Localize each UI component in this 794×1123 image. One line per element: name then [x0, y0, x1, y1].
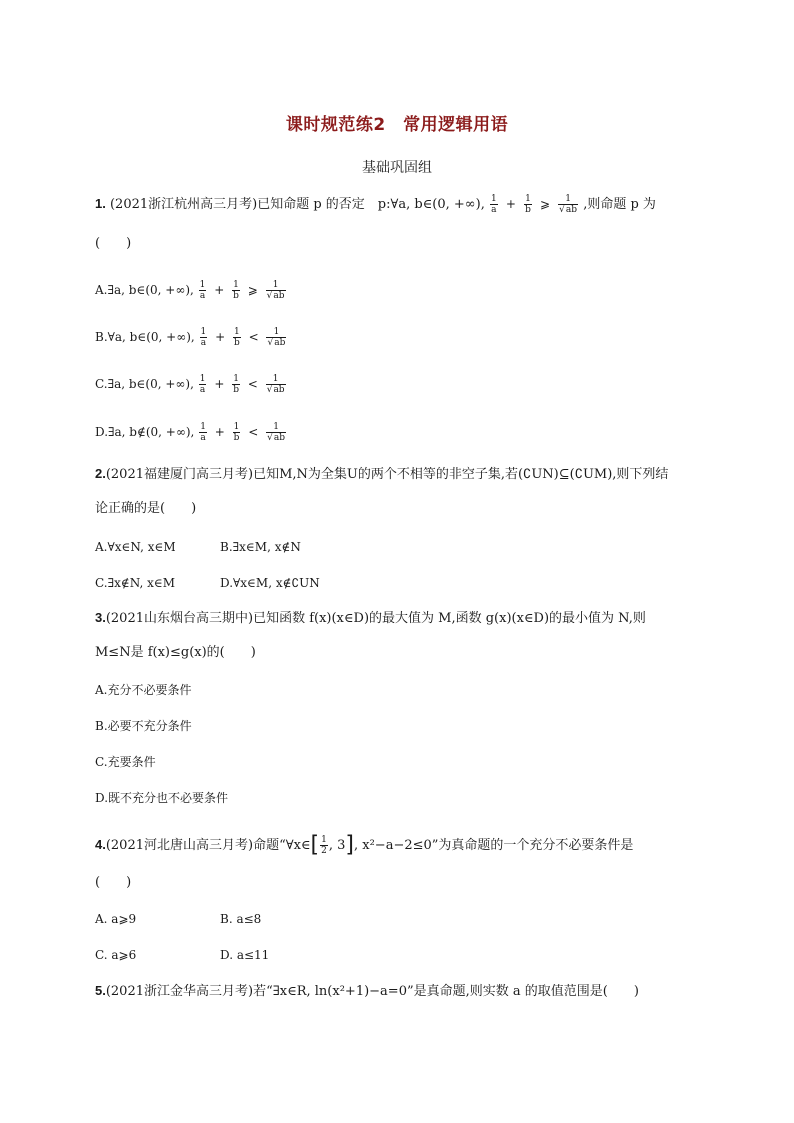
question-5: 5.(2021浙江金华高三月考)若“∃x∈R, ln(x²+1)−a=0”是真命题,则实数 a 的取值范围是( ) [95, 983, 639, 999]
question-number: 1. [95, 196, 106, 211]
question-2: 2.(2021福建厦门高三月考)已知M,N为全集U的两个不相等的非空子集,若(∁UN)⊆(∁UM),则下列结 [95, 466, 669, 482]
option-d: D.∃a, b∉(0, +∞), $\frac{1}{a}$ + $\frac{1}{b}$ < $\frac{1}{√ab}$ [95, 422, 286, 443]
option-a: A.∀x∈N, x∈M B.∃x∈M, x∉N [95, 540, 301, 554]
answer-paren: ( ) [95, 236, 132, 251]
section-title: 基础巩固组 [362, 160, 432, 176]
question-4: 4.(2021河北唐山高三月考)命题“∀x∈[ $\frac{1}{2}$ , 3], x²−a−2≤0”为真命题的一个充分不必要条件是 [95, 832, 634, 858]
question-text-tail: ,则命题 p 为 [583, 197, 656, 212]
question-3: 3.(2021山东烟台高三期中)已知函数 f(x)(x∈D)的最大值为 M,函数 g(x)(x∈D)的最小值为 N,则 [95, 610, 646, 626]
option-d: D.既不充分也不必要条件 [95, 791, 229, 805]
option-a: A.充分不必要条件 [95, 683, 192, 697]
option-c: C.∃a, b∈(0, +∞), $\frac{1}{a}$ + $\frac{1}{b}$ < $\frac{1}{√ab}$ [95, 374, 285, 395]
option-a: A.∃a, b∈(0, +∞), $\frac{1}{a}$ + $\frac{1}{b}$ ⩾ $\frac{1}{√ab}$ [95, 280, 285, 301]
question-text: (2021浙江杭州高三月考)已知命题 p 的否定 p:∀a, b∈(0, +∞), [109, 197, 485, 212]
answer-paren: ( ) [95, 875, 132, 890]
option-c: C.∃x∉N, x∈M D.∀x∈M, x∉∁UN [95, 576, 320, 590]
option-c: C.充要条件 [95, 755, 156, 769]
option-b: B.必要不充分条件 [95, 719, 192, 733]
question-number: 2. [95, 466, 106, 481]
fraction: $\frac{1}{a}$ [490, 194, 497, 215]
question-number: 4. [95, 837, 106, 852]
option-c: C. a⩾6 D. a≤11 [95, 948, 270, 962]
question-number: 5. [95, 983, 106, 998]
question-number: 3. [95, 610, 106, 625]
fraction: $\frac{1}{√ab}$ [559, 194, 578, 215]
fraction: $\frac{1}{b}$ [525, 194, 531, 215]
question-1: 1. (2021浙江杭州高三月考)已知命题 p 的否定 p:∀a, b∈(0, +∞), $\frac{1}{a}$ + $\frac{1}{b}$ ⩾ $\frac{1}{√ab}$ ,则命题 p 为 [95, 194, 656, 215]
option-b: B.∀a, b∈(0, +∞), $\frac{1}{a}$ + $\frac{1}{b}$ < $\frac{1}{√ab}$ [95, 327, 286, 348]
page-title: 课时规范练2 常用逻辑用语 [285, 115, 509, 135]
question-3-cont: M≤N是 f(x)≤g(x)的( ) [95, 645, 256, 660]
option-a: A. a⩾9 B. a≤8 [95, 912, 262, 926]
question-2-cont: 论正确的是( ) [95, 501, 197, 516]
